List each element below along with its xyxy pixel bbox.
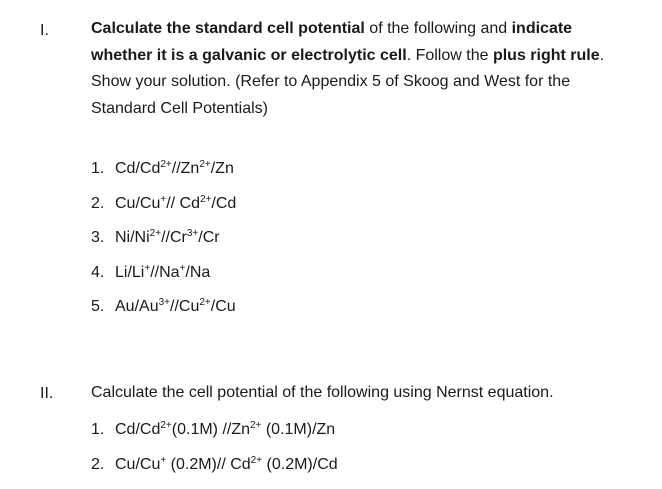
emphasis-text: indicate whether it is a galvanic or electrolytic cell (91, 20, 572, 64)
cell-notation: //Na (150, 264, 179, 281)
ion-charge: 3+ (187, 228, 198, 239)
cell-notation: (0.2M)/Cd (262, 456, 338, 473)
list-item (91, 455, 338, 489)
part-one-numeral: I. (40, 22, 49, 40)
list-number: 5. (91, 297, 115, 317)
cell-notation: (0.1M)/Zn (261, 421, 335, 438)
cell-notation: /Cu (211, 298, 236, 315)
cell-notation: Ni/Ni (115, 229, 150, 246)
ion-charge: 2+ (251, 455, 262, 466)
list-number: 4. (91, 263, 115, 283)
list-number: 1. (91, 159, 115, 179)
cell-notation: (0.1M) //Zn (172, 421, 250, 438)
cell-notation: /Cd (211, 195, 236, 212)
cell-notation: (0.2M)// Cd (166, 456, 250, 473)
list-number: 3. (91, 228, 115, 248)
list-item (91, 263, 236, 298)
list-item (91, 228, 236, 263)
instruction-text: . Show your solution. (Refer to Appendix 5 of Skoog and West for the Standard Cell Potentials) (91, 47, 604, 117)
part-one-list (91, 159, 236, 332)
ion-charge: 2+ (160, 159, 171, 170)
cell-notation: /Zn (211, 160, 234, 177)
cell-notation: //Cr (161, 229, 187, 246)
ion-charge: + (144, 263, 150, 274)
ion-charge: 2+ (250, 420, 261, 431)
ion-charge: 3+ (159, 297, 170, 308)
cell-notation: /Na (185, 264, 210, 281)
cell-notation: //Cu (170, 298, 199, 315)
instruction-text: . Follow the (407, 47, 493, 64)
part-two-numeral: II. (40, 385, 53, 403)
ion-charge: + (180, 263, 186, 274)
list-item (91, 194, 236, 229)
emphasis-text: Calculate the standard cell potential (91, 20, 365, 37)
list-item (91, 159, 236, 194)
part-two-list (91, 420, 338, 489)
part-one-instruction (91, 16, 631, 122)
list-number: 1. (91, 420, 115, 440)
cell-notation: //Zn (172, 160, 200, 177)
cell-notation: // Cd (166, 195, 200, 212)
ion-charge: + (160, 455, 166, 466)
list-item (91, 297, 236, 332)
part-two-instruction: Calculate the cell potential of the following using Nernst equation. (91, 380, 631, 407)
ion-charge: 2+ (199, 297, 210, 308)
cell-notation: /Cr (198, 229, 219, 246)
list-number: 2. (91, 455, 115, 475)
ion-charge: 2+ (200, 194, 211, 205)
cell-notation: Cu/Cu (115, 456, 160, 473)
ion-charge: 2+ (199, 159, 210, 170)
cell-notation: Cu/Cu (115, 195, 160, 212)
ion-charge: + (160, 194, 166, 205)
list-number: 2. (91, 194, 115, 214)
ion-charge: 2+ (160, 420, 171, 431)
ion-charge: 2+ (150, 228, 161, 239)
cell-notation: Au/Au (115, 298, 159, 315)
cell-notation: Cd/Cd (115, 421, 160, 438)
instruction-text: of the following and (365, 20, 512, 37)
list-item (91, 420, 338, 455)
cell-notation: Cd/Cd (115, 160, 160, 177)
cell-notation: Li/Li (115, 264, 144, 281)
emphasis-text: plus right rule (493, 47, 600, 64)
